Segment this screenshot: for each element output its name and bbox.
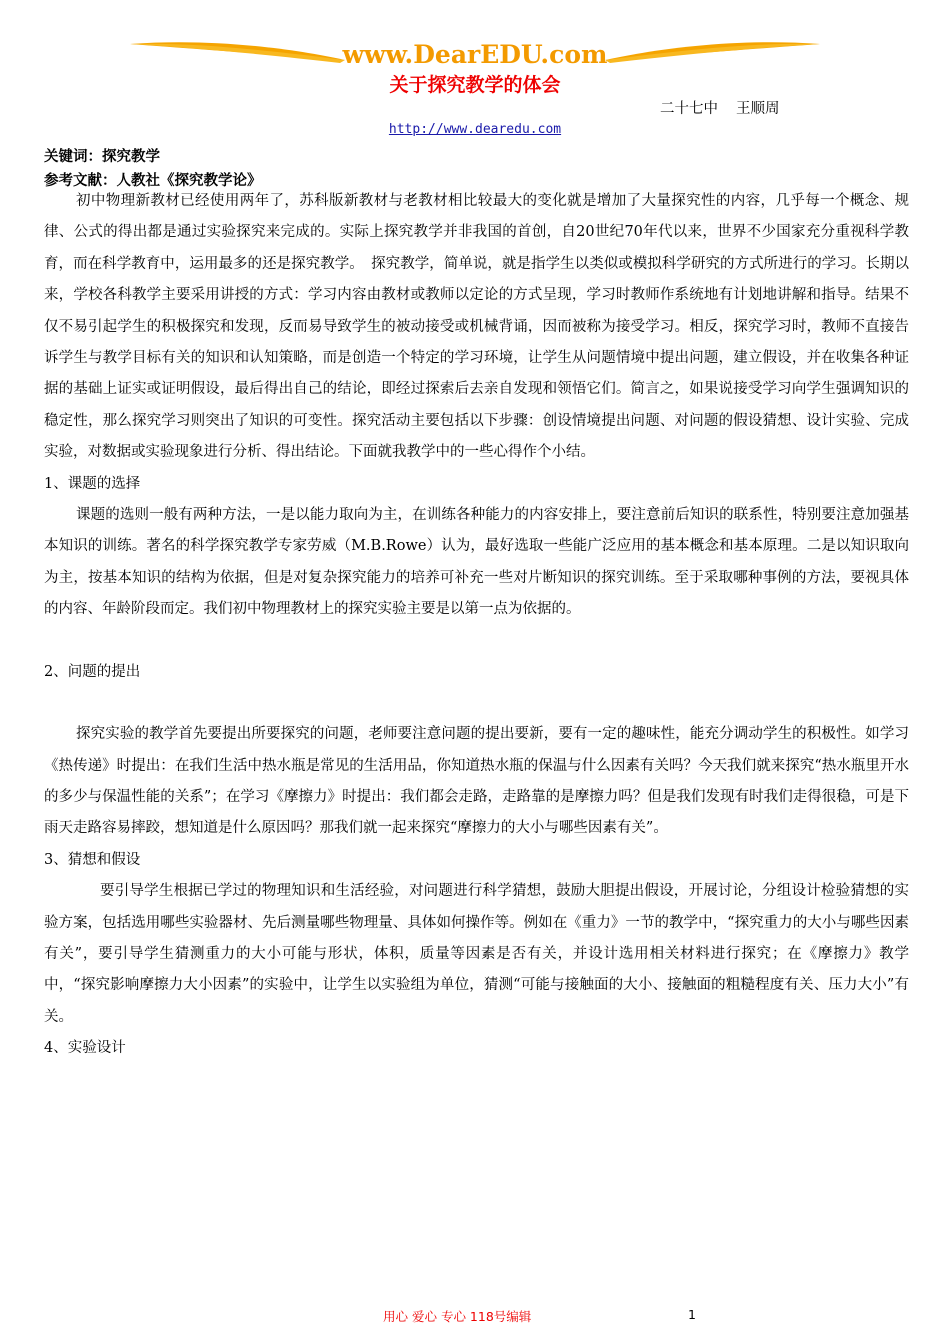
spacer: [44, 688, 909, 719]
section-2-paragraph: 探究实验的教学首先要提出所要探究的问题，老师要注意问题的提出要新，要有一定的趣味性，能充分调动学生的积极性。如学习《热传递》时提出：在我们生活中热水瓶是常见的生活用品，你知道热水瓶的保温与什么因素有关吗？今天我们就来探究“热水瓶里开水的多少与保温性能的关系”；在学习《摩擦力》时提出：我们都会走路，走路靠的是摩擦力吗？但是我们发现有时我们走得很稳，可是下雨天走路容易摔跤，想知道是什么原因吗？那我们就一起来探究“摩擦力的大小与哪些因素有关”。: [44, 726, 909, 837]
section-3-paragraph: 要引导学生根据已学过的物理知识和生活经验，对问题进行科学猜想，鼓励大胆提出假设，开展讨论，分组设计检验猜想的实验方案，包括选用哪些实验器材、先后测量哪些物理量、具体如何操作等。例如在《重力》一节的教学中，“探究重力的大小与哪些因素有关”，要引导学生猜测重力的大小可能与形状，体积，质量等因素是否有关，并设计选用相关材料进行探究；在《摩擦力》教学中，“探究影响摩擦力大小因素”的实验中，让学生以实验组为单位，猜测“可能与接触面的大小、接触面的粗糙程度有关、压力大小”有关。: [44, 883, 909, 1025]
section-2-heading: 2、问题的提出: [44, 663, 141, 680]
section-3-heading: 3、猜想和假设: [44, 851, 141, 868]
article-body: [44, 186, 909, 1065]
site-link[interactable]: http://www.dearedu.com: [388, 122, 562, 137]
section-1-paragraph: 课题的选则一般有两种方法，一是以能力取向为主，在训练各种能力的内容安排上，要注意前后知识的联系性，特别要注意加强基本知识的训练。著名的科学探究教学专家劳威（M.B.Rowe）认为，最好选取一些能广泛应用的基本概念和基本原理。二是以知识取向为主，按基本知识的结构为依据，但是对复杂探究能力的培养可补充一些对片断知识的探究训练。至于采取哪种事例的方法，要视具体的内容、年龄阶段而定。我们初中物理教材上的探究实验主要是以第一点为依据的。: [44, 507, 909, 618]
page-title: 关于探究教学的体会: [389, 74, 561, 96]
intro-paragraph: 初中物理新教材已经使用两年了，苏科版新教材与老教材相比较最大的变化就是增加了大量探究性的内容，几乎每一个概念、规律、公式的得出都是通过实验探究来完成的。实际上探究教学并非我国的首创，自20世纪70年代以来，世界不少国家充分重视科学教育，而在科学教育中，运用最多的还是探究教学。 探究教学，简单说，就是指学生以类似或模拟科学研究的方式所进行的学习。长期以来，学校各科教学主要采用讲授的方式：学习内容由教材或教师以定论的方式呈现，学习时教师作系统地有计划地讲解和指导。结果不仅不易引起学生的积极探究和发现，反而易导致学生的被动接受或机械背诵，因而被称为接受学习。相反，探究学习时，教师不直接告诉学生与教学目标有关的知识和认知策略，而是创造一个特定的学习环境，让学生从问题情境中提出问题，建立假设，并在收集各种证据的基础上证实或证明假设，最后得出自己的结论，即经过探索后去亲自发现和领悟它们。简言之，如果说接受学习向学生强调知识的稳定性，那么探究学习则突出了知识的可变性。探究活动主要包括以下步骤：创设情境提出问题、对问题的假设猜想、设计实验、完成实验，对数据或实验现象进行分析、得出结论。下面就我教学中的一些心得作个小结。: [44, 193, 909, 461]
page-number: 1: [688, 1307, 696, 1322]
spacer: [44, 626, 909, 657]
footer-slogan: 用心 爱心 专心 118号编辑: [383, 1309, 532, 1324]
section-4-heading: 4、实验设计: [44, 1040, 126, 1057]
author-name: 王顺周: [736, 101, 780, 117]
section-1-heading: 1、课题的选择: [44, 475, 141, 492]
keywords: 关键词：探究教学: [44, 149, 160, 165]
author-line: [660, 97, 798, 118]
site-logo: www.DearEDU.com: [342, 40, 608, 69]
references: 参考文献：人教社《探究教学论》: [44, 173, 262, 189]
author-school: 二十七中: [660, 101, 718, 117]
